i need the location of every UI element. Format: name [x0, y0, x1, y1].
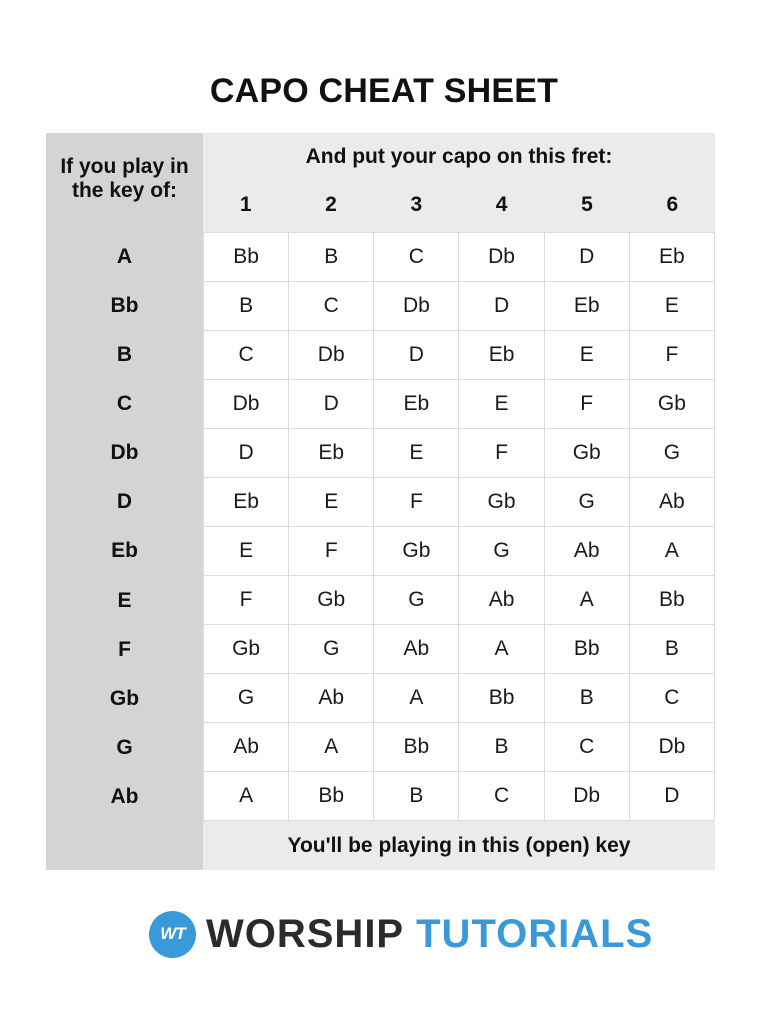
- grid-cell: Db: [629, 723, 714, 772]
- grid-cell: Bb: [204, 233, 289, 282]
- grid-cell: Db: [289, 331, 374, 380]
- table-row: [204, 282, 715, 331]
- fret-header: [203, 133, 715, 232]
- page-title: CAPO CHEAT SHEET: [209, 72, 559, 110]
- grid-cell: D: [629, 772, 714, 821]
- fret-number: 1: [239, 193, 252, 216]
- grid-cell: Db: [374, 282, 459, 331]
- grid-cell: C: [459, 772, 544, 821]
- grid-cell: Eb: [204, 478, 289, 527]
- grid-cell: Gb: [544, 429, 629, 478]
- table-row: [204, 380, 715, 429]
- grid-cell: E: [289, 478, 374, 527]
- fret-numbers: [203, 190, 715, 220]
- grid-cell: Gb: [374, 527, 459, 576]
- grid-cell: A: [459, 625, 544, 674]
- table-row: [204, 429, 715, 478]
- grid-cell: F: [629, 331, 714, 380]
- brand-word-worship: WORSHIP: [206, 912, 405, 956]
- grid-cell: B: [459, 723, 544, 772]
- fret-number: 5: [581, 193, 593, 216]
- key-header-line-1: If you play in: [60, 155, 189, 178]
- key-label: C: [116, 392, 133, 416]
- table-row: [204, 576, 715, 625]
- grid-cell: E: [204, 527, 289, 576]
- grid-cell: Ab: [374, 625, 459, 674]
- grid-cell: F: [459, 429, 544, 478]
- grid-cell: G: [629, 429, 714, 478]
- grid-cell: Db: [544, 772, 629, 821]
- key-label: Gb: [109, 686, 140, 710]
- grid-cell: Eb: [629, 233, 714, 282]
- key-label: A: [116, 245, 133, 268]
- grid-cell: B: [289, 233, 374, 282]
- key-column-header: [46, 155, 203, 203]
- table-row: [204, 674, 715, 723]
- key-label: F: [118, 637, 131, 661]
- grid-cell: E: [629, 282, 714, 331]
- grid-cell: E: [544, 331, 629, 380]
- grid-cell: G: [459, 527, 544, 576]
- key-label: G: [116, 735, 133, 759]
- grid-cell: A: [629, 527, 714, 576]
- grid-cell: D: [204, 429, 289, 478]
- table-row: [204, 527, 715, 576]
- grid-cell: E: [459, 380, 544, 429]
- key-label: B: [116, 343, 133, 367]
- grid-cell: D: [459, 282, 544, 331]
- grid-cell: G: [374, 576, 459, 625]
- grid-cell: A: [374, 674, 459, 723]
- brand-logo: [149, 907, 653, 961]
- grid-cell: A: [204, 772, 289, 821]
- grid-cell: Db: [459, 233, 544, 282]
- grid-cell: A: [289, 723, 374, 772]
- table-row: [204, 723, 715, 772]
- grid-cell: B: [544, 674, 629, 723]
- grid-cell: Ab: [629, 478, 714, 527]
- grid-cell: Eb: [459, 331, 544, 380]
- table-row: [204, 233, 715, 282]
- transposition-grid: [203, 232, 715, 821]
- grid-cell: Bb: [629, 576, 714, 625]
- grid-cell: Gb: [629, 380, 714, 429]
- fret-number: 6: [666, 193, 679, 216]
- grid-cell: B: [629, 625, 714, 674]
- key-label: Bb: [110, 294, 139, 318]
- key-label: E: [117, 588, 132, 612]
- key-labels: [46, 232, 203, 821]
- grid-cell: C: [204, 331, 289, 380]
- table-row: [204, 331, 715, 380]
- fret-number: 4: [495, 193, 508, 216]
- grid-cell: Bb: [544, 625, 629, 674]
- result-caption: You'll be playing in this (open) key: [287, 834, 631, 857]
- key-label: Ab: [110, 784, 139, 808]
- grid-cell: F: [374, 478, 459, 527]
- table-row: [204, 772, 715, 821]
- grid-cell: Bb: [459, 674, 544, 723]
- grid-cell: Eb: [374, 380, 459, 429]
- grid-cell: G: [289, 625, 374, 674]
- key-label: Eb: [111, 539, 138, 563]
- grid-cell: Db: [204, 380, 289, 429]
- brand-word-tutorials: TUTORIALS: [416, 912, 654, 956]
- grid-cell: F: [289, 527, 374, 576]
- grid-cell: G: [544, 478, 629, 527]
- grid-cell: Bb: [289, 772, 374, 821]
- grid-cell: C: [544, 723, 629, 772]
- fret-number: 3: [410, 193, 423, 216]
- key-header-line-2: the key of:: [71, 179, 178, 202]
- grid-cell: Ab: [204, 723, 289, 772]
- result-footer: [203, 821, 715, 870]
- grid-cell: B: [374, 772, 459, 821]
- fret-caption: And put your capo on this fret:: [305, 145, 613, 168]
- grid-cell: C: [289, 282, 374, 331]
- wt-logo-icon: WT: [149, 911, 196, 958]
- grid-cell: D: [544, 233, 629, 282]
- grid-cell: Eb: [544, 282, 629, 331]
- grid-cell: Bb: [374, 723, 459, 772]
- key-label: D: [116, 490, 133, 514]
- grid-cell: Ab: [289, 674, 374, 723]
- key-label: Db: [110, 441, 139, 465]
- capo-chart: [46, 133, 715, 870]
- grid-cell: C: [629, 674, 714, 723]
- grid-cell: Gb: [459, 478, 544, 527]
- grid-cell: G: [204, 674, 289, 723]
- grid-cell: Gb: [204, 625, 289, 674]
- grid-cell: A: [544, 576, 629, 625]
- grid-cell: D: [289, 380, 374, 429]
- table-row: [204, 625, 715, 674]
- fret-number: 2: [325, 193, 337, 216]
- table-row: [204, 478, 715, 527]
- grid-cell: C: [374, 233, 459, 282]
- grid-cell: Ab: [459, 576, 544, 625]
- grid-cell: E: [374, 429, 459, 478]
- grid-cell: Gb: [289, 576, 374, 625]
- grid-cell: Ab: [544, 527, 629, 576]
- grid-cell: Eb: [289, 429, 374, 478]
- grid-cell: F: [544, 380, 629, 429]
- grid-cell: D: [374, 331, 459, 380]
- grid-cell: B: [204, 282, 289, 331]
- grid-cell: F: [204, 576, 289, 625]
